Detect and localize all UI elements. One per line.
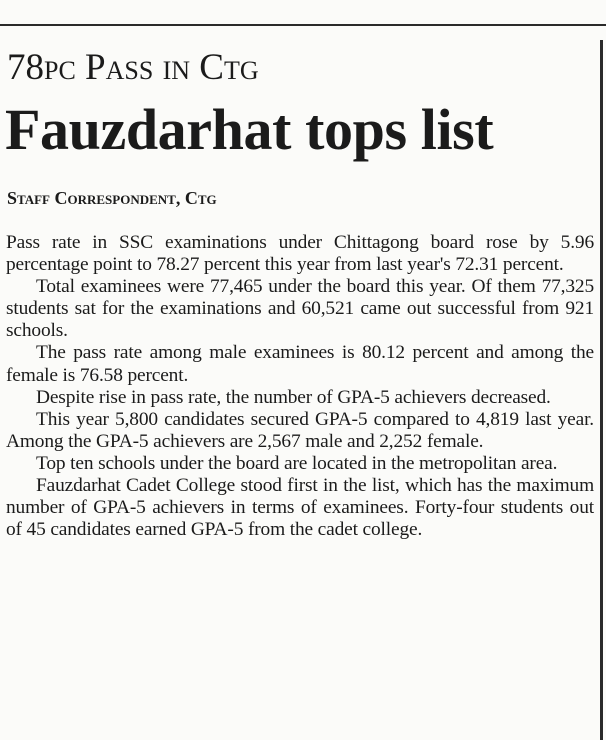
paragraph: Top ten schools under the board are located in the metropolitan area. <box>36 452 558 474</box>
byline: Staff Correspondent, Ctg <box>7 188 217 208</box>
kicker-headline: 78pc Pass in Ctg <box>7 47 259 88</box>
paragraph: Fauzdarhat Cadet College stood first in the list, which has the maximum number of GPA-5 achievers in terms of examinees. Forty-four students out of 45 candidates earned GPA-5 from the cadet college. <box>6 475 594 541</box>
paragraph: Total examinees were 77,465 under the board this year. Of them 77,325 students sat for the examinations and 60,521 came out successful from 921 schools. <box>6 276 594 342</box>
main-headline: Fauzdarhat tops list <box>5 97 494 162</box>
column-divider <box>600 40 603 740</box>
article-body <box>6 232 594 541</box>
paragraph: The pass rate among male examinees is 80.12 percent and among the female is 76.58 percent. <box>6 342 594 386</box>
paragraph: Despite rise in pass rate, the number of GPA-5 achievers decreased. <box>36 386 551 408</box>
top-divider <box>0 24 606 26</box>
paragraph: Pass rate in SSC examinations under Chittagong board rose by 5.96 percentage point to 78.27 percent this year from last year's 72.31 percent. <box>6 232 594 276</box>
paragraph: This year 5,800 candidates secured GPA-5 compared to 4,819 last year. Among the GPA-5 achievers are 2,567 male and 2,252 female. <box>6 408 594 452</box>
